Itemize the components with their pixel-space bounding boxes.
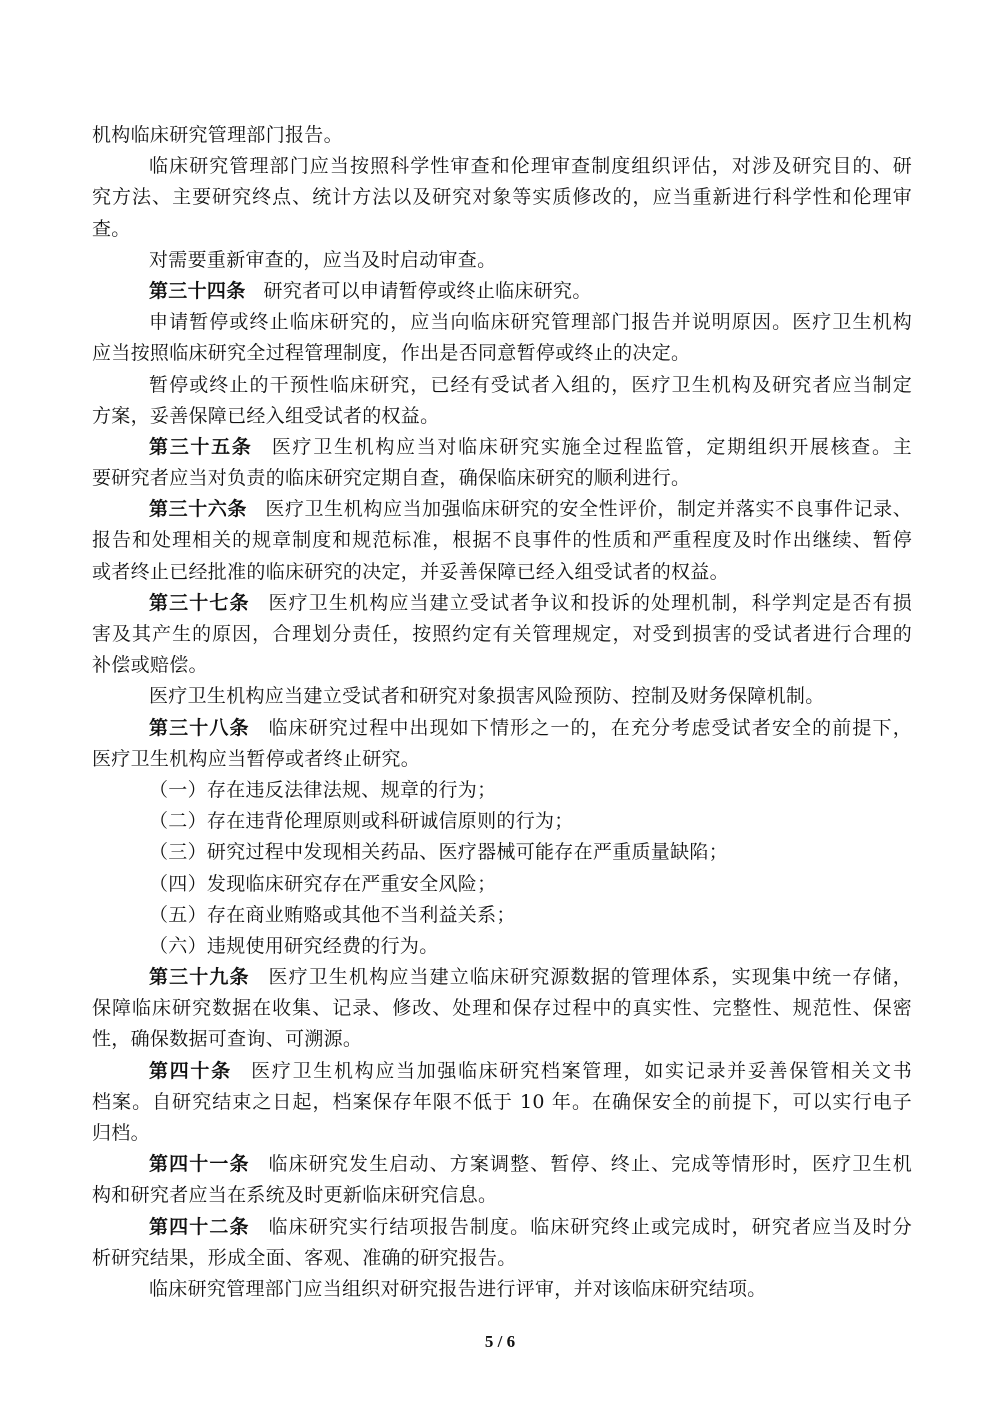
paragraph-text: 档案。自研究结束之日起，档案保存年限不低于 10 年。在确保安全的前提下，可以实行电子 [92,1090,912,1113]
paragraph-text: 医疗卫生机构应当建立受试者和研究对象损害风险预防、控制及财务保障机制。 [149,685,825,708]
text-line [92,619,912,650]
text-line [92,806,912,837]
article-text: 医疗卫生机构应当建立受试者争议和投诉的处理机制，科学判定是否有损 [267,591,912,614]
article-number: 第四十二条 [149,1215,250,1238]
paragraph-text: 申请暂停或终止临床研究的，应当向临床研究管理部门报告并说明原因。医疗卫生机构 [149,311,912,334]
text-line [92,182,912,213]
paragraph-text: 构和研究者应当在系统及时更新临床研究信息。 [92,1184,498,1207]
paragraph-text: 要研究者应当对负责的临床研究定期自查，确保临床研究的顺利进行。 [92,467,691,490]
article-line [92,588,912,619]
text-line [92,931,912,962]
article-line [92,713,912,744]
paragraph-text: （二）存在违背伦理原则或科研诚信原则的行为； [149,810,574,833]
article-number: 第四十条 [149,1059,232,1082]
paragraph-text: 查。 [92,217,131,240]
paragraph-text: 对需要重新审查的，应当及时启动审查。 [149,248,497,271]
paragraph-text: 或者终止已经批准的临床研究的决定，并妥善保障已经入组受试者的权益。 [92,560,729,583]
paragraph-text: 性，确保数据可查询、可溯源。 [92,1028,363,1051]
article-text: 临床研究实行结项报告制度。临床研究终止或完成时，研究者应当及时分 [267,1215,912,1238]
paragraph-text: 医疗卫生机构应当暂停或者终止研究。 [92,747,421,770]
text-line [92,338,912,369]
article-number: 第三十九条 [149,966,250,989]
paragraph-text: 机构临床研究管理部门报告。 [92,124,343,146]
article-line [92,1056,912,1087]
text-line [92,214,912,245]
text-line [92,463,912,494]
paragraph-text: （四）发现临床研究存在严重安全风险； [149,872,497,895]
paragraph-text: 害及其产生的原因，合理划分责任，按照约定有关管理规定，对受到损害的受试者进行合理的 [92,623,912,645]
text-line [92,151,912,182]
article-number: 第三十七条 [149,591,250,614]
article-text: 临床研究过程中出现如下情形之一的，在充分考虑受试者安全的前提下， [267,716,912,739]
text-line [92,1118,912,1149]
article-line [92,276,912,307]
article-line [92,432,912,463]
paragraph-text: 暂停或终止的干预性临床研究，已经有受试者入组的，医疗卫生机构及研究者应当制定 [149,373,912,396]
article-number: 第三十四条 [149,279,246,302]
paragraph-text: 归档。 [92,1122,150,1144]
text-line [92,744,912,775]
text-line [92,245,912,276]
article-text: 临床研究发生启动、方案调整、暂停、终止、完成等情形时，医疗卫生机 [267,1153,912,1176]
text-line [92,307,912,338]
article-line [92,1149,912,1180]
page-number: 5 / 6 [484,1332,516,1351]
text-line [92,650,912,681]
text-line [92,557,912,588]
text-line [92,525,912,556]
article-number: 第三十六条 [149,498,248,521]
paragraph-text: 究方法、主要研究终点、统计方法以及研究对象等实质修改的，应当重新进行科学性和伦理审 [92,186,912,209]
text-line [92,837,912,868]
paragraph-text: 析研究结果，形成全面、客观、准确的研究报告。 [92,1246,517,1269]
article-text: 医疗卫生机构应当加强临床研究的安全性评价，制定并落实不良事件记录、 [265,498,912,521]
text-line [92,993,912,1024]
paragraph-text: 方案，妥善保障已经入组受试者的权益。 [92,404,440,427]
text-line [92,1024,912,1055]
text-line [92,869,912,900]
text-line [92,900,912,931]
article-text: 医疗卫生机构应当加强临床研究档案管理，如实记录并妥善保管相关文书 [249,1059,912,1082]
article-number: 第四十一条 [149,1153,250,1176]
article-number: 第三十五条 [149,435,253,458]
paragraph-text: 保障临床研究数据在收集、记录、修改、处理和保存过程中的真实性、完整性、规范性、保密 [92,997,912,1020]
text-line [92,1180,912,1211]
article-line [92,1212,912,1243]
text-line [92,775,912,806]
text-line [92,1274,912,1305]
paragraph-text: （五）存在商业贿赂或其他不当利益关系； [149,903,516,926]
article-text: 研究者可以申请暂停或终止临床研究。 [263,279,592,302]
text-line [92,1243,912,1274]
paragraph-text: 报告和处理相关的规章制度和规范标准，根据不良事件的性质和严重程度及时作出继续、暂停 [92,529,912,552]
paragraph-text: 临床研究管理部门应当组织对研究报告进行评审，并对该临床研究结项。 [149,1277,767,1300]
paragraph-text: 应当按照临床研究全过程管理制度，作出是否同意暂停或终止的决定。 [92,342,691,365]
article-text: 医疗卫生机构应当对临床研究实施全过程监管，定期组织开展核查。主 [270,435,912,458]
text-line [92,401,912,432]
paragraph-text: （六）违规使用研究经费的行为。 [149,934,439,957]
text-line [92,370,912,401]
article-line [92,494,912,525]
article-number: 第三十八条 [149,716,250,739]
text-line [92,1087,912,1118]
text-line [92,681,912,712]
article-text: 医疗卫生机构应当建立临床研究源数据的管理体系，实现集中统一存储， [267,966,912,989]
paragraph-text: 临床研究管理部门应当按照科学性审查和伦理审查制度组织评估，对涉及研究目的、研 [149,155,912,178]
text-line [92,120,912,151]
paragraph-text: （一）存在违反法律法规、规章的行为； [149,778,497,801]
document-body [92,120,912,1305]
article-line [92,962,912,993]
paragraph-text: （三）研究过程中发现相关药品、医疗器械可能存在严重质量缺陷； [149,841,729,864]
paragraph-text: 补偿或赔偿。 [92,654,208,677]
